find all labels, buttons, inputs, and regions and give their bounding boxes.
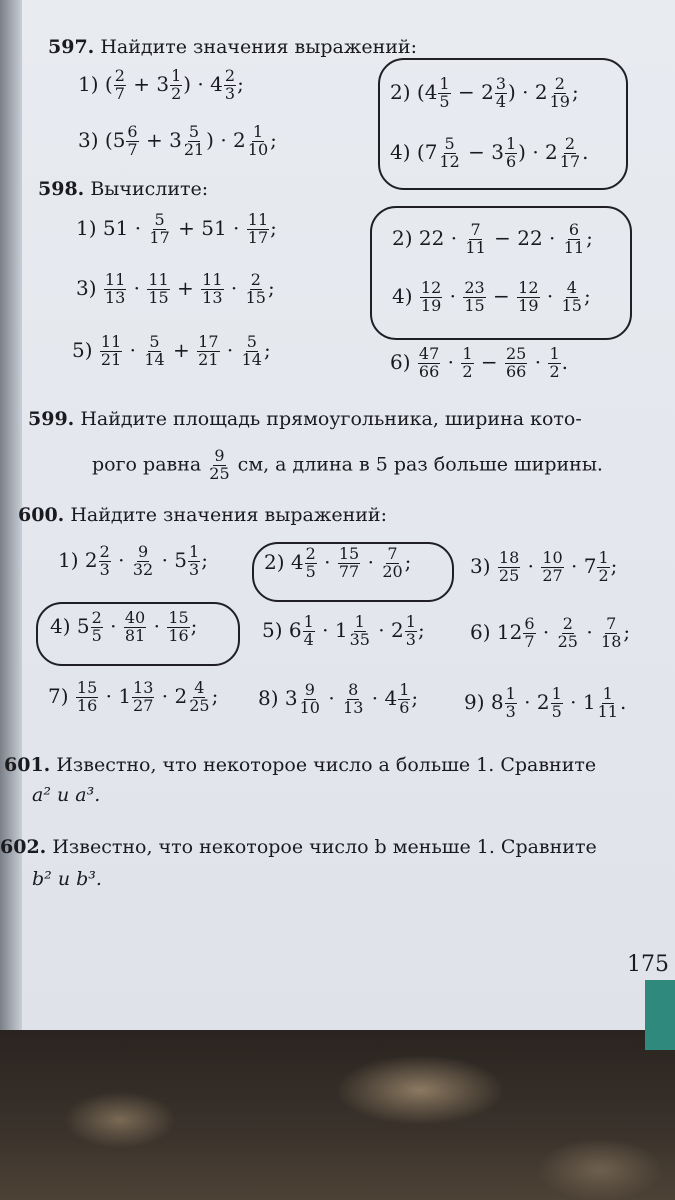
exercise-597-item-1: 1) ( $\frac{2}{7}$ + 3 $\frac{1}{2}$ ) · 4 $\frac{2}{3}$ ; [78,66,244,103]
exercise-601-line-1: 601. Известно, что некоторое число a больше 1. Сравните [4,754,597,776]
exercise-600-item-3: 3) $\frac{18}{25}$ · $\frac{10}{27}$ · 7 $\frac{1}{2}$ ; [470,548,618,585]
exercise-601-line-2: a² и a³. [32,784,101,806]
exercise-600-item-8: 8) 3 $\frac{9}{10}$ · $\frac{8}{13}$ · 4 $\frac{1}{6}$ ; [258,680,419,717]
exercise-602-line-2: b² и b³. [32,868,102,890]
fabric-background [0,1030,675,1200]
exercise-598-heading: 598. Вычислите: [38,178,209,200]
exercise-600-item-1: 1) 2 $\frac{2}{3}$ · $\frac{9}{32}$ · 5 $\frac{1}{3}$ ; [58,542,208,579]
exercise-598-item-3: 3) $\frac{11}{13}$ · $\frac{11}{15}$ + $\frac{11}{13}$ · $\frac{2}{15}$ ; [76,270,275,307]
exercise-599-line-2: рого равна $\frac{9}{25}$ см, а длина в 5 раз больше ширины. [92,446,603,483]
exercise-597-heading: 597. Найдите значения выражений: [48,36,417,58]
exercise-600-item-5: 5) 6 $\frac{1}{4}$ · 1 $\frac{1}{35}$ · 2 $\frac{1}{3}$ ; [262,612,425,649]
pen-circle-598 [370,206,632,340]
exercise-597-item-2: 2) (4 $\frac{1}{5}$ − 2 $\frac{3}{4}$ ) · 2 $\frac{2}{19}$ ; [390,74,579,111]
exercise-600-item-7: 7) $\frac{15}{16}$ · 1 $\frac{13}{27}$ · 2 $\frac{4}{25}$ ; [48,678,219,715]
exercise-598-item-6: 6) $\frac{47}{66}$ · $\frac{1}{2}$ − $\frac{25}{66}$ · $\frac{1}{2}$ . [390,344,568,381]
exercise-600-heading: 600. Найдите значения выражений: [18,504,387,526]
exercise-597-item-4: 4) (7 $\frac{5}{12}$ − 3 $\frac{1}{6}$ ) · 2 $\frac{2}{17}$ . [390,134,589,171]
pen-circle-600-2 [252,542,454,602]
exercise-600-item-9: 9) 8 $\frac{1}{3}$ · 2 $\frac{1}{5}$ · 1 $\frac{1}{11}$ . [464,684,627,721]
exercise-600-item-4: 4) 5 $\frac{2}{5}$ · $\frac{40}{81}$ · $\frac{15}{16}$ ; [50,608,198,645]
exercise-600-item-6: 6) 12 $\frac{6}{7}$ · $\frac{2}{25}$ · $\frac{7}{18}$ ; [470,614,631,651]
exercise-598-item-5: 5) $\frac{11}{21}$ · $\frac{5}{14}$ + $\frac{17}{21}$ · $\frac{5}{14}$ ; [72,332,271,369]
pen-circle-600-4 [36,602,240,666]
exercise-598-item-2: 2) 22 · $\frac{7}{11}$ − 22 · $\frac{6}{11}$ ; [392,220,593,257]
exercise-598-item-4: 4) $\frac{12}{19}$ · $\frac{23}{15}$ − $\frac{12}{19}$ · $\frac{4}{15}$ ; [392,278,591,315]
table-edge [645,980,675,1050]
exercise-600-item-2: 2) 4 $\frac{2}{5}$ · $\frac{15}{77}$ · $\frac{7}{20}$ ; [264,544,412,581]
pen-circle-597 [378,58,628,190]
exercise-599-line-1: 599. Найдите площадь прямоугольника, ширина кото- [28,408,582,430]
exercise-597-item-3: 3) (5 $\frac{6}{7}$ + 3 $\frac{5}{21}$ ) · 2 $\frac{1}{10}$ ; [78,122,277,159]
exercise-602-line-1: 602. Известно, что некоторое число b меньше 1. Сравните [0,836,597,858]
page-number: 175 [627,952,669,977]
exercise-598-item-1: 1) 51 · $\frac{5}{17}$ + 51 · $\frac{11}{17}$ ; [76,210,277,247]
